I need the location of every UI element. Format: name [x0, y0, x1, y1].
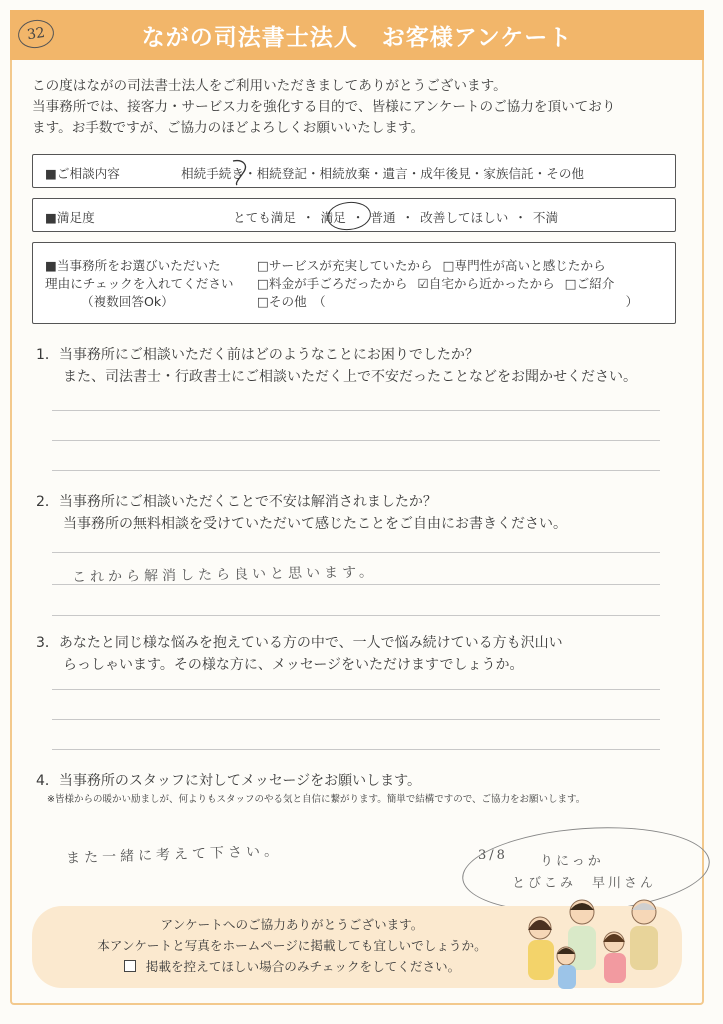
satisfaction-label: ■満足度: [45, 210, 95, 225]
consultation-label: ■ご相談内容: [45, 166, 120, 181]
answer-line: [52, 410, 660, 411]
intro-text: [32, 76, 692, 139]
intro-line: この度はながの司法書士法人をご利用いただきましてありがとうございます。: [32, 78, 507, 94]
satisfaction-box: [32, 198, 676, 232]
selected-circle-mark: [326, 200, 373, 232]
reason-box: [32, 242, 676, 324]
intro-line: 当事務所では、接客力・サービス力を強化する目的で、皆様にアンケートのご協力を頂いており: [32, 99, 616, 115]
reason-label-line: ■当事務所をお選びいただいた: [45, 258, 221, 273]
question-text: 3．あなたと同じ様な悩みを抱えている方の中で、一人で悩み続けている方も沢山い: [36, 635, 563, 651]
answer-line: [52, 470, 660, 471]
answer-line[interactable]: [52, 615, 660, 616]
publish-opt-out-checkbox[interactable]: [124, 960, 136, 972]
handwritten-answer-4: また一緒に考えて下さい。: [65, 843, 283, 867]
reason-row: [257, 275, 644, 293]
answer-line[interactable]: [52, 689, 660, 690]
staff-note-date: 3/8: [478, 848, 508, 863]
reason-other-close: ）: [625, 294, 639, 309]
question-text: 2．当事務所にご相談いただくことで不安は解消されましたか？: [36, 494, 437, 510]
question-text: らっしゃいます。その様な方に、メッセージをいただけますでしょうか。: [63, 657, 524, 673]
question-2: [36, 491, 686, 535]
question-text: 当事務所の無料相談を受けていただいて感じたことをご自由にお書きください。: [63, 516, 567, 532]
question-note: ※皆様からの暖かい励ましが、何よりもスタッフのやる気と自信に繋がります。簡単で結構ですので、ご協力をお願いします。: [47, 794, 586, 805]
consultation-box: [32, 154, 676, 188]
question-text: 1．当事務所にご相談いただく前はどのようなことにお困りでしたか？: [36, 347, 479, 363]
answer-line[interactable]: [52, 719, 660, 720]
reason-label: [45, 257, 234, 311]
consultation-options[interactable]: 相続手続き・相続登記・相続放棄・遺言・成年後見・家族信託・その他: [181, 166, 584, 181]
question-text: 4．当事務所のスタッフに対してメッセージをお願いします。: [36, 773, 421, 789]
reason-option-service[interactable]: □サービスが充実していたから: [257, 258, 433, 273]
question-text: また、司法書士・行政書士にご相談いただく上で不安だったことなどをお聞かせください。: [63, 369, 637, 385]
reason-option-other[interactable]: □その他 （: [257, 294, 326, 309]
reason-label-line: 理由にチェックを入れてください: [45, 276, 234, 291]
staff-note-staff: とびこみ 早川さん: [512, 876, 657, 891]
reason-row: [257, 293, 644, 311]
staff-note-type: りにっか: [540, 854, 604, 869]
checkmark-icon: [229, 157, 253, 187]
reason-options: [257, 257, 644, 311]
survey-number: 32: [16, 18, 56, 51]
page-title: ながの司法書士法人 お客様アンケート: [141, 24, 573, 51]
intro-line: ます。お手数ですが、ご協力のほどよろしくお願いいたします。: [32, 120, 425, 136]
answer-line[interactable]: [52, 552, 660, 553]
footer-checkbox-row: [32, 956, 552, 977]
footer-line: 本アンケートと写真をホームページに掲載しても宜しいでしょうか。: [97, 938, 487, 953]
footer-line: アンケートへのご協力ありがとうございます。: [160, 917, 424, 932]
question-3: [36, 632, 686, 676]
footer-text: [32, 914, 552, 977]
reason-option-nearby[interactable]: ☑自宅から近かったから: [417, 276, 555, 291]
question-1: [36, 344, 686, 388]
reason-option-expertise[interactable]: □専門性が高いと感じたから: [442, 258, 606, 273]
footer-checkbox-label: 掲載を控えてほしい場合のみチェックをしてください。: [145, 959, 461, 974]
reason-label-line: （複数回答Ok）: [81, 294, 174, 309]
answer-line[interactable]: [52, 749, 660, 750]
reason-row: [257, 257, 644, 275]
satisfaction-options[interactable]: とても満足 ・ 満足 ・ 普通 ・ 改善してほしい ・ 不満: [233, 210, 559, 225]
family-illustration: [518, 890, 674, 992]
header-bar: [10, 10, 704, 60]
reason-option-referral[interactable]: □ご紹介: [564, 276, 615, 291]
answer-line: [52, 440, 660, 441]
reason-option-price[interactable]: □料金が手ごろだったから: [257, 276, 408, 291]
question-4: [36, 770, 686, 808]
handwritten-answer-2: これから解消したら良いと思います。: [71, 564, 378, 586]
